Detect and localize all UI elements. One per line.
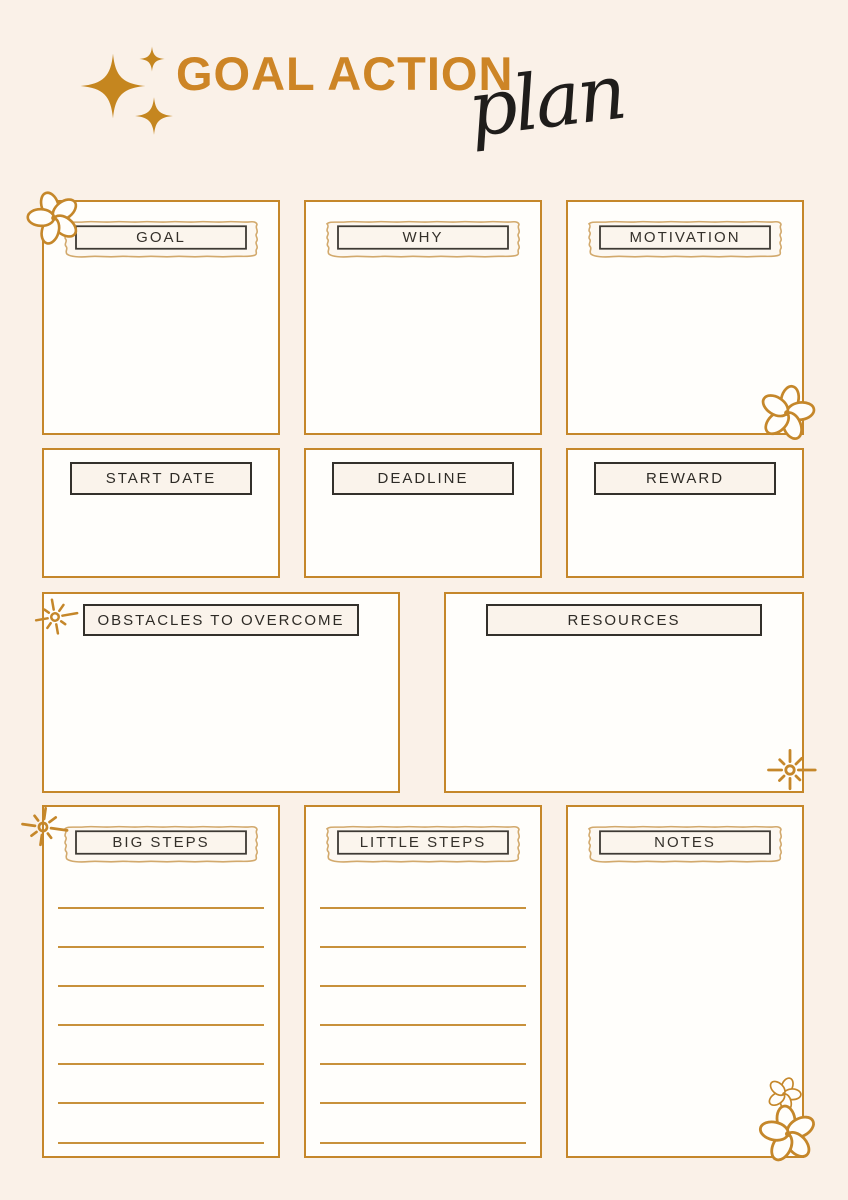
page-title-script: plan	[463, 46, 629, 155]
goal-header-label: GOAL	[136, 228, 186, 246]
start-date-header	[70, 462, 252, 495]
obstacles-header	[83, 604, 359, 636]
flower-doodle-icon	[753, 379, 822, 448]
resources-header-label: RESOURCES	[567, 611, 681, 629]
notes-header	[583, 820, 787, 865]
deadline-header	[332, 462, 514, 495]
resources-section	[444, 592, 804, 793]
motivation-header	[583, 215, 787, 260]
reward-header	[594, 462, 776, 495]
big-steps-header	[59, 820, 263, 865]
deadline-header-label: DEADLINE	[377, 470, 469, 487]
reward-header-label: REWARD	[645, 470, 725, 487]
start-date-header-label: START DATE	[105, 470, 217, 487]
obstacles-section	[42, 592, 400, 793]
little-steps-header-label: LITTLE STEPS	[359, 833, 487, 851]
reward-section	[566, 448, 804, 578]
sparkle-doodle-icon	[13, 797, 74, 858]
page-title: GOAL ACTION	[176, 47, 514, 100]
sparkle-doodle-icon	[762, 742, 818, 798]
deadline-section	[304, 448, 542, 578]
little-steps-section	[304, 805, 542, 1158]
sparkle-doodle-icon	[26, 588, 84, 646]
start-date-section	[42, 448, 280, 578]
motivation-header-label: MOTIVATION	[629, 228, 741, 246]
obstacles-header-label: OBSTACLES TO OVERCOME	[97, 611, 345, 629]
why-section	[304, 200, 542, 435]
why-header	[321, 215, 525, 260]
goal-header	[59, 215, 263, 260]
big-steps-section	[42, 805, 280, 1158]
flower-doodle-icon	[754, 1100, 822, 1168]
sparkles-icon	[80, 38, 176, 140]
little-steps-header	[321, 820, 525, 865]
notes-header-label: NOTES	[654, 833, 716, 851]
big-steps-header-label: BIG STEPS	[112, 833, 210, 851]
resources-header	[486, 604, 762, 636]
why-header-label: WHY	[402, 228, 444, 246]
